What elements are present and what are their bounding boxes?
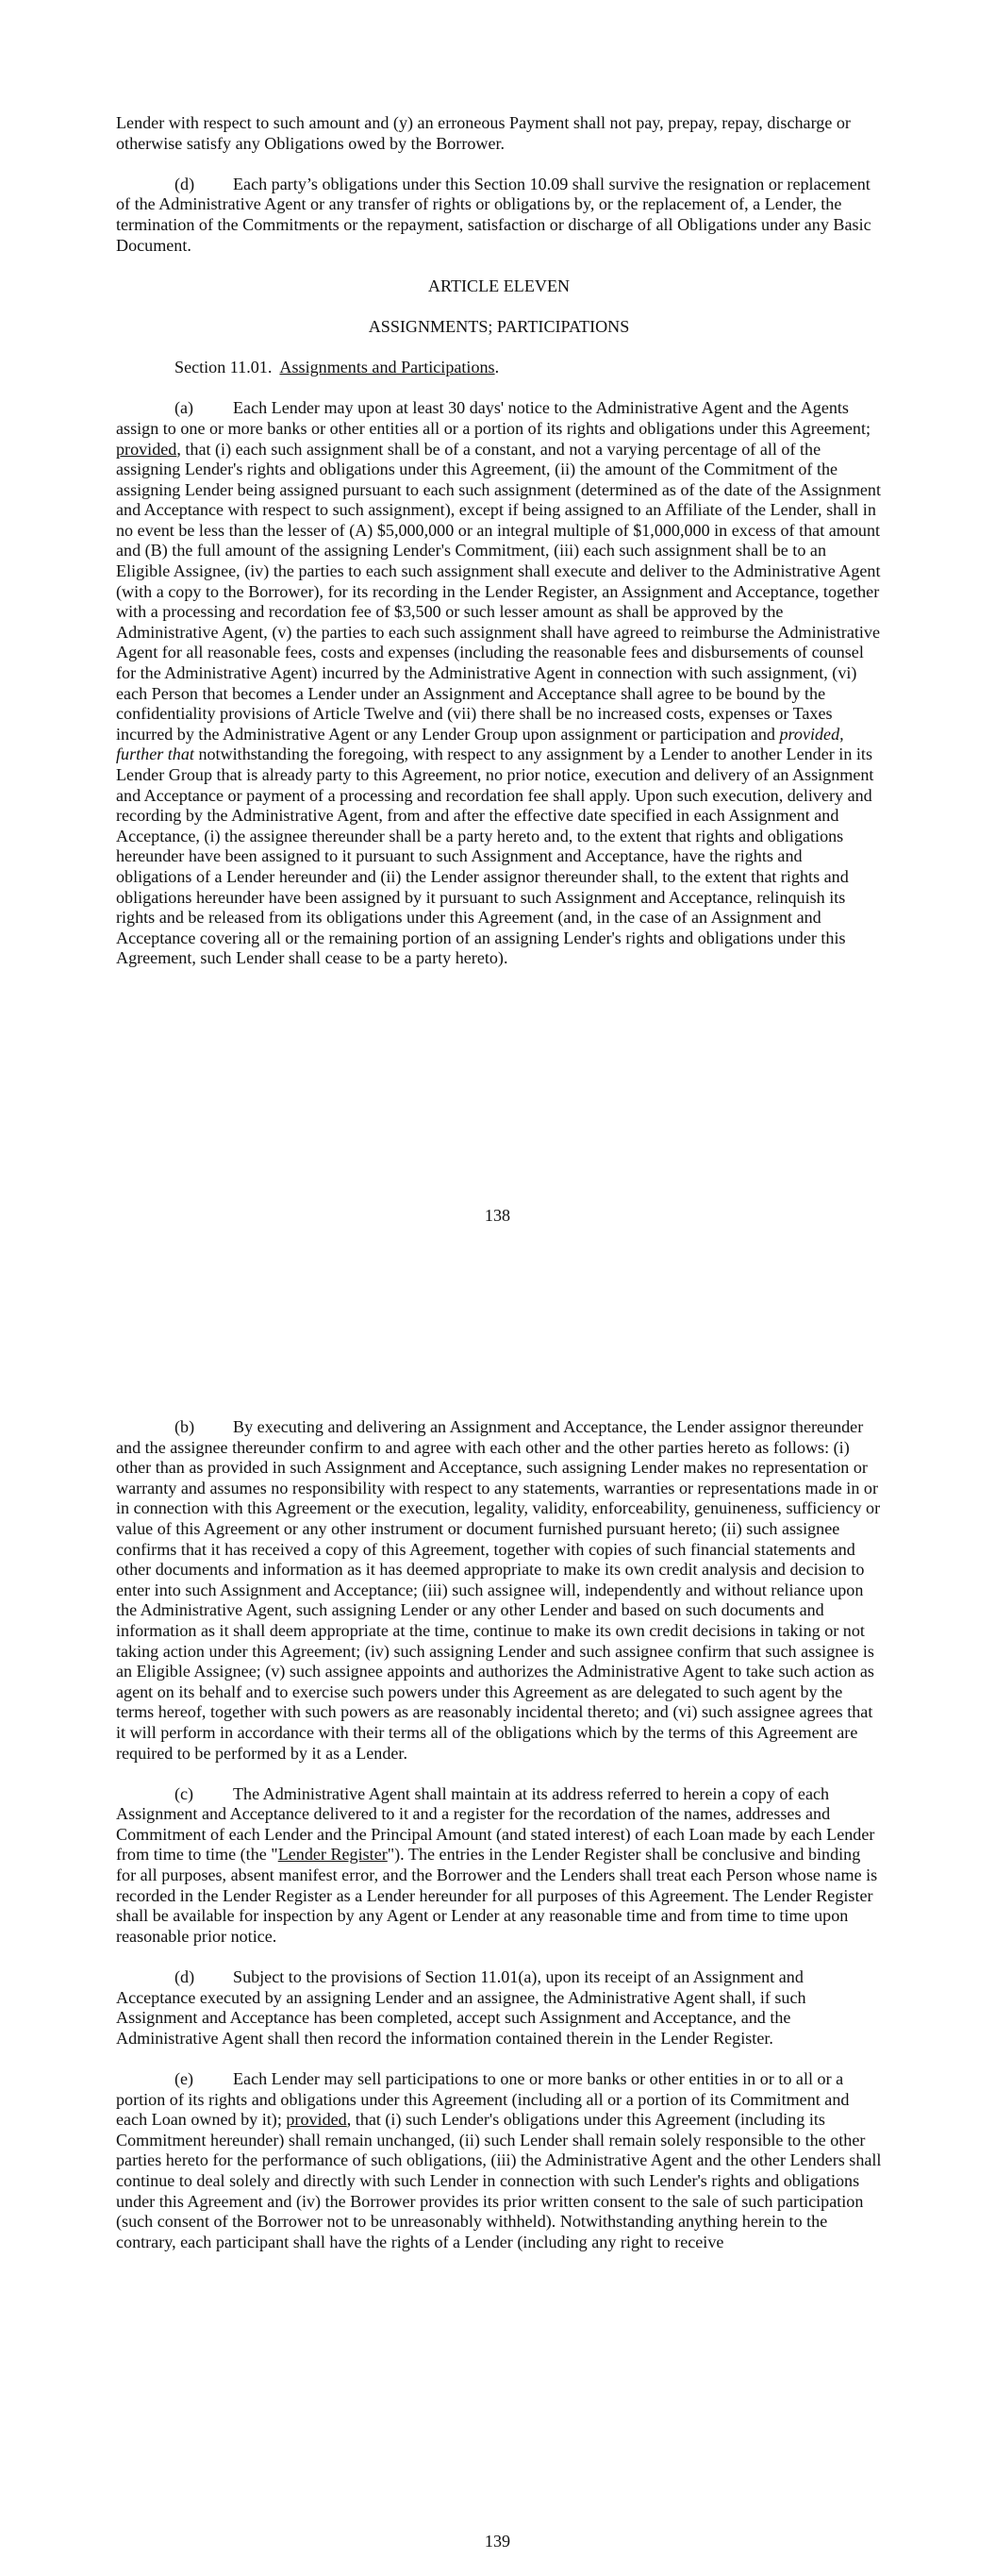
paragraph-text: , that (i) each such assignment shall be of a constant, and not a varying percentage of all of the assigning Lender's rights and obligations under this Agreement, (ii) the amount of the Commitment of the assigning Lender being assigned pursuant to each such assignment (determined as of the date of the Assignment and Acceptance with respect to such assignment), except if being assigned to an Affiliate of the Lender, shall in no event be less than the lesser of (A) $5,000,000 or an integral multiple of $1,000,000 in excess of that amount and (B) the full amount of the assigning Lender's Commitment, (iii) each such assignment shall be to an Eligible Assignee, (iv) the parties to each such assignment shall execute and deliver to the Administrative Agent (with a copy to the Borrower), for its recording in the Lender Register, an Assignment and Acceptance, together with a processing and recordation fee of $3,500 or such lesser amount as shall be approved by the Administrative Agent, (v) the parties to each such assignment shall have agreed to reimburse the Administrative Agent for all reasonable fees, costs and expenses (including the reasonable fees and disbursements of counsel for the Administrative Agent) incurred by the Administrative Agent in connection with such assignment, (vi) each Person that becomes a Lender under an Assignment and Acceptance shall agree to be bound by the confidentiality provisions of Article Twelve and (vii) there shall be no increased costs, expenses or Taxes incurred by the Administrative Agent or any Lender Group upon assignment or participation and (116, 439, 882, 744)
paragraph-label: (c) (174, 1783, 194, 1803)
provided-term: provided (116, 439, 177, 459)
paragraph-label: (a) (174, 398, 194, 418)
paragraph-text: Each party’s obligations under this Section 10.09 shall survive the resignation or replacement of the Administrative Agent or any transfer of rights or obligations by, or the replacement of, a Lender, the termination of the Commitments or the repayment, satisfaction or discharge of all Obligations under any Basic Document. (116, 174, 871, 255)
paragraph-label: (d) (174, 174, 195, 193)
paragraph-label: (d) (174, 1967, 195, 1987)
section-title: Assignments and Participations (279, 358, 495, 377)
paragraph-text: Each Lender may upon at least 30 days' notice to the Administrative Agent and the Agents assign to one or more banks or other entities all or a portion of its rights and obligations under this Agreement; (116, 398, 871, 438)
paragraph-a (116, 398, 882, 969)
page-body (116, 113, 882, 990)
document-page (0, 1288, 995, 2576)
section-heading (116, 358, 882, 378)
paragraph-text: By executing and delivering an Assignment and Acceptance, the Lender assignor thereunder and the assignee thereunder confirm to and agree with each other and the other parties hereto as follows: (i) other than as provided in such Assignment and Acceptance, such assigning Lender makes no representation or warranty and assumes no responsibility with respect to any statements, warranties or representations made in or in connection with this Agreement or the execution, legality, validity, enforceability, genuineness, sufficiency or value of this Agreement or any other instrument or document furnished pursuant hereto; (ii) such assignee confirms that it has received a copy of this Agreement, together with copies of such financial statements and other documents and information as it has deemed appropriate to make its own credit analysis and decision to enter into such Assignment and Acceptance; (iii) such assignee will, independently and without reliance upon the Administrative Agent, such assigning Lender or any other Lender and based on such documents and information as it shall deem appropriate at the time, continue to make its own credit decisions in taking or not taking action under this Agreement; (iv) such assigning Lender and such assignee confirm that such assignee is an Eligible Assignee; (v) such assignee appoints and authorizes the Administrative Agent to take such action as agent on its behalf and to exercise such powers under this Agreement as are delegated to such agent by the terms hereof, together with such powers as are reasonably incidental thereto; and (vi) such assignee agrees that it will perform in accordance with their terms all of the obligations which by the terms of this Agreement are required to be performed by it as a Lender. (116, 1417, 881, 1763)
paragraph-text: The Administrative Agent shall maintain at its address referred to herein a copy of each Assignment and Acceptance delivered to it and a register for the recordation of the names, addresses and Commitment of each Lender and the Principal Amount (and stated interest) of each Loan made by each Lender from time to time (the " (116, 1783, 875, 1865)
paragraph-d (116, 1967, 882, 2049)
section-number: Section 11.01. (174, 358, 273, 377)
article-subheading: ASSIGNMENTS; PARTICIPATIONS (368, 316, 630, 336)
paragraph-text: "). The entries in the Lender Register shall be conclusive and binding for all purposes, absent manifest error, and the Borrower and the Lenders shall treat each Person whose name is recorded in the Lender Register as a Lender hereunder for all purposes of this Agreement. The Lender Register shall be available for inspection by any Agent or Lender at any reasonable time and from time to time upon reasonable prior notice. (116, 1845, 878, 1946)
paragraph-text: , that (i) such Lender's obligations under this Agreement (including its Commitment hereunder) shall remain unchanged, (ii) such Lender shall remain solely responsible to the other parties hereto for the performance of such obligations, (iii) the Administrative Agent and the other Lenders shall continue to deal solely and directly with such Lender in connection with such Lender's rights and obligations under this Agreement and (iv) the Borrower provides its prior written consent to the sale of such participation (such consent of the Borrower not to be unreasonably withheld). Notwithstanding anything herein to the contrary, each participant shall have the rights of a Lender (including any right to receive (116, 2110, 882, 2251)
paragraph-text: notwithstanding the foregoing, with respect to any assignment by a Lender to another Lender in its Lender Group that is already party to this Agreement, no prior notice, execution and delivery of an Assignment and Acceptance or payment of a processing and recordation fee shall apply. Upon such execution, delivery and recording by the Administrative Agent, from and after the effective date specified in each Assignment and Acceptance, (i) the assignee thereunder shall be a party hereto and, to the extent that rights and obligations hereunder have been assigned to it pursuant to such Assignment and Acceptance, have the rights and obligations of a Lender hereunder and (ii) the Lender assignor thereunder shall, to the extent that rights and obligations hereunder have been assigned by it pursuant to such Assignment and Acceptance, relinquish its rights and be released from its obligations under this Agreement (and, in the case of an Assignment and Acceptance covering all or the remaining portion of an assigning Lender's rights and obligations under this Agreement, such Lender shall cease to be a party hereto). (116, 744, 874, 968)
paragraph-b (116, 1417, 882, 1764)
page-body (116, 1417, 882, 2273)
section-title-end: . (494, 358, 500, 377)
provided-further-term: provided, further that (116, 724, 844, 764)
paragraph-e (116, 2069, 882, 2252)
page-number: 139 (484, 2532, 511, 2551)
paragraph-text: Each Lender may sell participations to one or more banks or other entities in or to all or a portion of its rights and obligations under this Agreement (including all or a portion of its Commitment and each Loan owned by it); (116, 2069, 850, 2130)
paragraph-c (116, 1784, 882, 1948)
paragraph-text: Subject to the provisions of Section 11.01(a), upon its receipt of an Assignment and Acceptance executed by an assigning Lender and an assignee, the Administrative Agent shall, if such Assignment and Acceptance has been completed, accept such Assignment and Acceptance, and the Administrative Agent shall then record the information contained therein in the Lender Register. (116, 1967, 806, 2048)
lender-register-term: Lender Register (277, 1845, 388, 1865)
paragraph-d (116, 175, 882, 256)
page-number: 138 (484, 1206, 511, 1225)
article-heading: ARTICLE ELEVEN (427, 276, 571, 295)
paragraph-label: (e) (174, 2069, 194, 2088)
paragraph-label: (b) (174, 1417, 195, 1436)
paragraph-continued: Lender with respect to such amount and (y) an erroneous Payment shall not pay, prepay, repay, discharge or otherwise satisfy any Obligations owed by the Borrower. (116, 113, 851, 153)
provided-term: provided (286, 2110, 347, 2130)
